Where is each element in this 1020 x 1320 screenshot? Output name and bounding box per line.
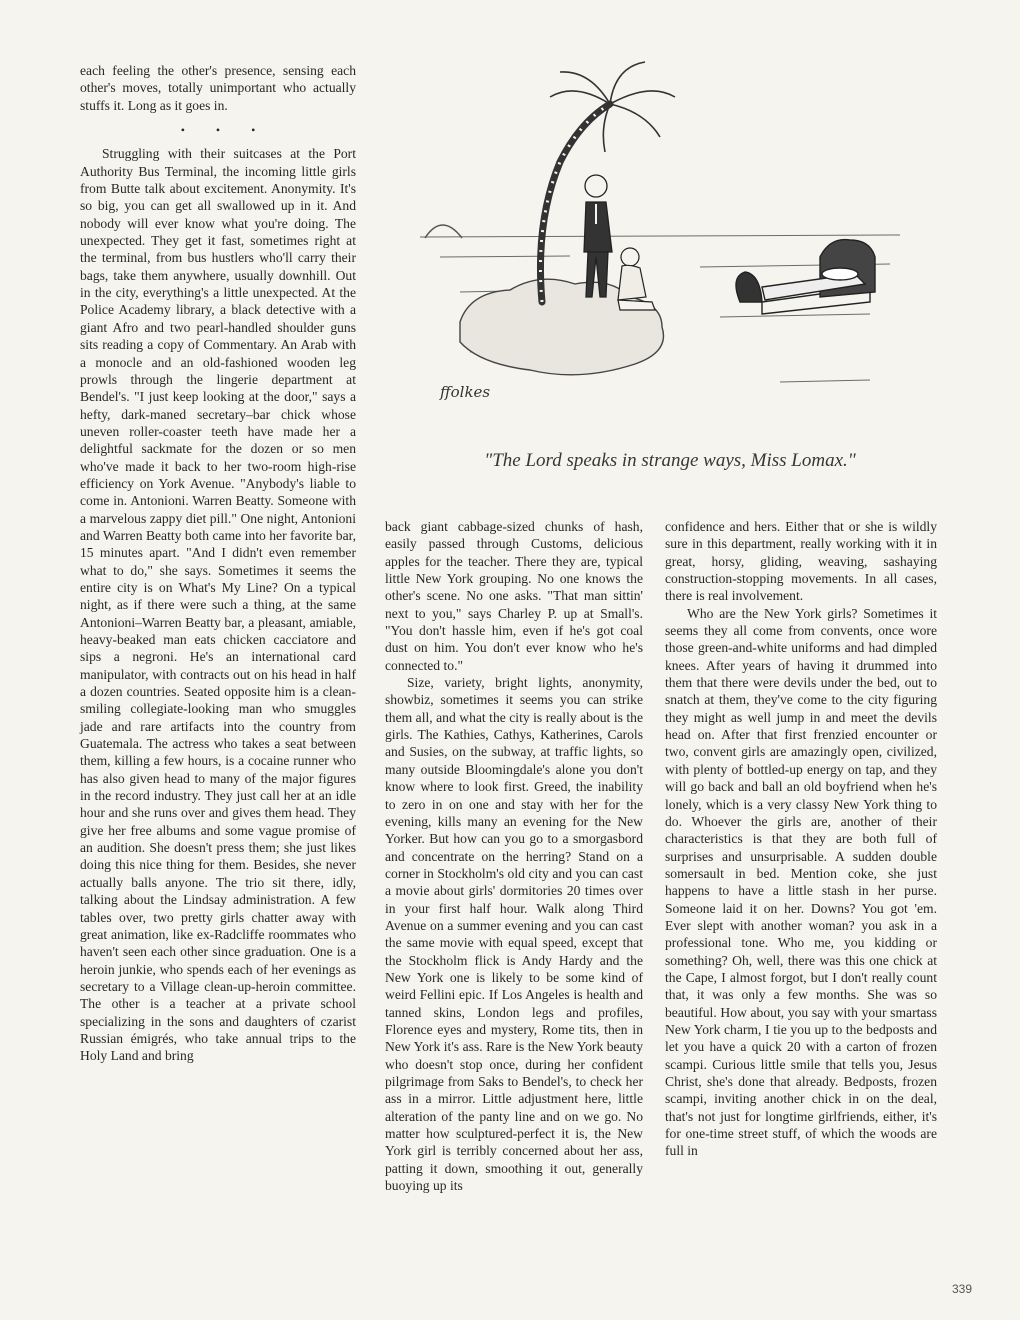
woman-figure <box>618 248 655 310</box>
text-column-2 <box>385 518 643 1194</box>
man-figure <box>584 175 612 297</box>
paragraph: each feeling the other's presence, sensing each other's moves, totally unimportant who actually stuffs it. Long as it goes in. <box>80 63 356 113</box>
paragraph: Who are the New York girls? Sometimes it seems they all come from convents, once wore those green-and-white uniforms and had dimpled knees. After years of having it drummed into them that there were devils under the bed, out to snatch at them, they've come to the city figuring they might as well jump in and meet the devils head on. After that first frenzied encounter or two, convent girls are amazingly open, civilized, with plenty of bottled-up energy on tap, and they will go back and ball an old boyfriend when he's lonely, which is a very classy New York thing to do. Whoever the girls are, another of their characteristics is that they are both full of surprises and unsurprisable. A sudden double somersault in bed. Mention coke, she just happens to have a little stash in her purse. Someone laid it on her. Downs? You got 'em. Ever slept with another woman? you ask in a professional tone. Who me, you kidding or something? Oh, well, there was this one chick at the Cape, I almost forgot, but I don't really count that, it was only a few months. She was so beautiful. How about, you say with your smartass New York charm, I tie you up to the bedposts and let you have a quick 20 with a carton of frozen scampi. Curious little smile that tells you, Jesus Christ, she's done that already. Bedposts, frozen scampi, inviting another chick in on the deal, that's not just for longtime girlfriends, either, it's for one-time street stuff, of which the woods are full in <box>665 605 937 1159</box>
artist-signature: ffolkes <box>440 383 491 401</box>
section-separator: • • • <box>180 123 270 138</box>
page-number: 339 <box>952 1282 973 1296</box>
bed <box>736 240 875 314</box>
text-column-3 <box>665 518 937 1160</box>
paragraph: back giant cabbage-sized chunks of hash, easily passed through Customs, delicious apples for the teacher. There they are, typical little New York grouping. No one knows the other's scene. No one asks. "That man sittin' next to you," says Charley P. up at Small's. "You don't hassle him, even if he's got coal dust on him. You don't ever know who he's connected to." <box>385 519 643 673</box>
palm-fronds <box>550 62 675 152</box>
sun <box>425 225 462 238</box>
paragraph: Struggling with their suitcases at the Port Authority Bus Terminal, the incoming little girls from Butte talk about excitement. Anonymity. It's so big, you can get all swallowed up in it. And nobody will ever know what you're doing. The unexpected. They get it fast, sometimes right at the terminal, from bus hustlers who'll carry their bags, take them anywhere, usually downhill. Out in the city, everything's a little unexpected. At the Police Academy library, a black detective with a giant Afro and two pearl-handled shoulder guns sits reading a copy of Commentary. An Arab with a monocle and an old-fashioned wooden leg prowls through the lingerie department at Bendel's. "I just keep looking at the door," says a hefty, dark-maned secretary–bar chick whose uneven roller-coaster teeth have made her a delightful sackmate for the dozen or so men who've made it back to her two-room high-rise efficiency on York Avenue. "Anybody's liable to come in. Antonioni. Warren Beatty. Someone with a marvelous zappy diet pill." One night, Antonioni and Warren Beatty both came into her favorite bar, 15 minutes apart. "And I didn't even remember what to do," she says. Sometimes it seems the entire city is on What's My Line? On a typical night, as if there were such a thing, at the same Antonioni–Warren Beatty bar, a pleasant, amiable, heavy-beaked man eats chicken cacciatore and sips a negroni. He's an international card manipulator, with contracts out on his head in half a dozen countries. Seated opposite him is a clean-smiling collegiate-looking man who smuggles jade and rare artifacts into the country from Guatemala. The actress who takes a seat between them, killing a few hours, is a cocaine runner who has also given head to many of the major figures in the record industry. They just call her at an idle hour and she runs over and gives them head. They give her free albums and some vague promise of an audition. She doesn't press them; she just likes doing this nice thing for them. Besides, she never actually balls anyone. The trio sit there, idly, talking about the Lindsay administration. A few tables over, two pretty girls chatter away with great animation, like ex-Radcliffe roommates who haven't seen each other since graduation. One is a heroin junkie, who spends each of her evenings as secretary to a Village clean-up-heroin committee. The other is a teacher at a private school specializing in the sons and daughters of czarist Russian émigrés, who take annual trips to the Holy Land and bring <box>80 146 356 1064</box>
text-column-1 <box>80 62 356 1065</box>
cartoon-caption: "The Lord speaks in strange ways, Miss Lomax." <box>484 450 856 471</box>
paragraph: Size, variety, bright lights, anonymity, showbiz, sometimes it seems you can strike them all, and what the city is really about is the girls. The Kathies, Cathys, Katherines, Carols and Susies, on the subway, at traffic lights, so many outside Bloomingdale's alone you don't know where to look first. Greed, the inability to zero in on one and stay with her for the evening, kills many an evening for the New Yorker. But how can you go to a smorgasbord and concentrate on the herring? Stand on a corner in Stockholm's old city and you can cast a movie about girls' dormitories 20 times over in your first half hour. Walk along Third Avenue on a summer evening and you can cast the same movie with equal speed, except that the Stockholm flick is Andy Hardy and the New York one is likely to be some kind of weird Fellini epic. If Los Angeles is health and tanned skins, London legs and profiles, Florence eyes and mystery, Rome tits, then in New York it's ass. Rare is the New York beauty who doesn't stop once, during her confident pilgrimage from Saks to Bendel's, to check her ass in a mirror. Little adjustment here, little alteration of the panty line and on we go. No matter how sculptured-perfect it is, the New York girl is terribly concerned about her ass, patting it down, smoothing it out, generally buoying up its <box>385 675 643 1194</box>
paragraph: confidence and hers. Either that or she is wildly sure in this department, really working with it in great, horsy, gliding, weaving, sashaying construction-stopping movements. In all cases, there is real involvement. <box>665 519 937 604</box>
cartoon-illustration <box>400 52 920 452</box>
